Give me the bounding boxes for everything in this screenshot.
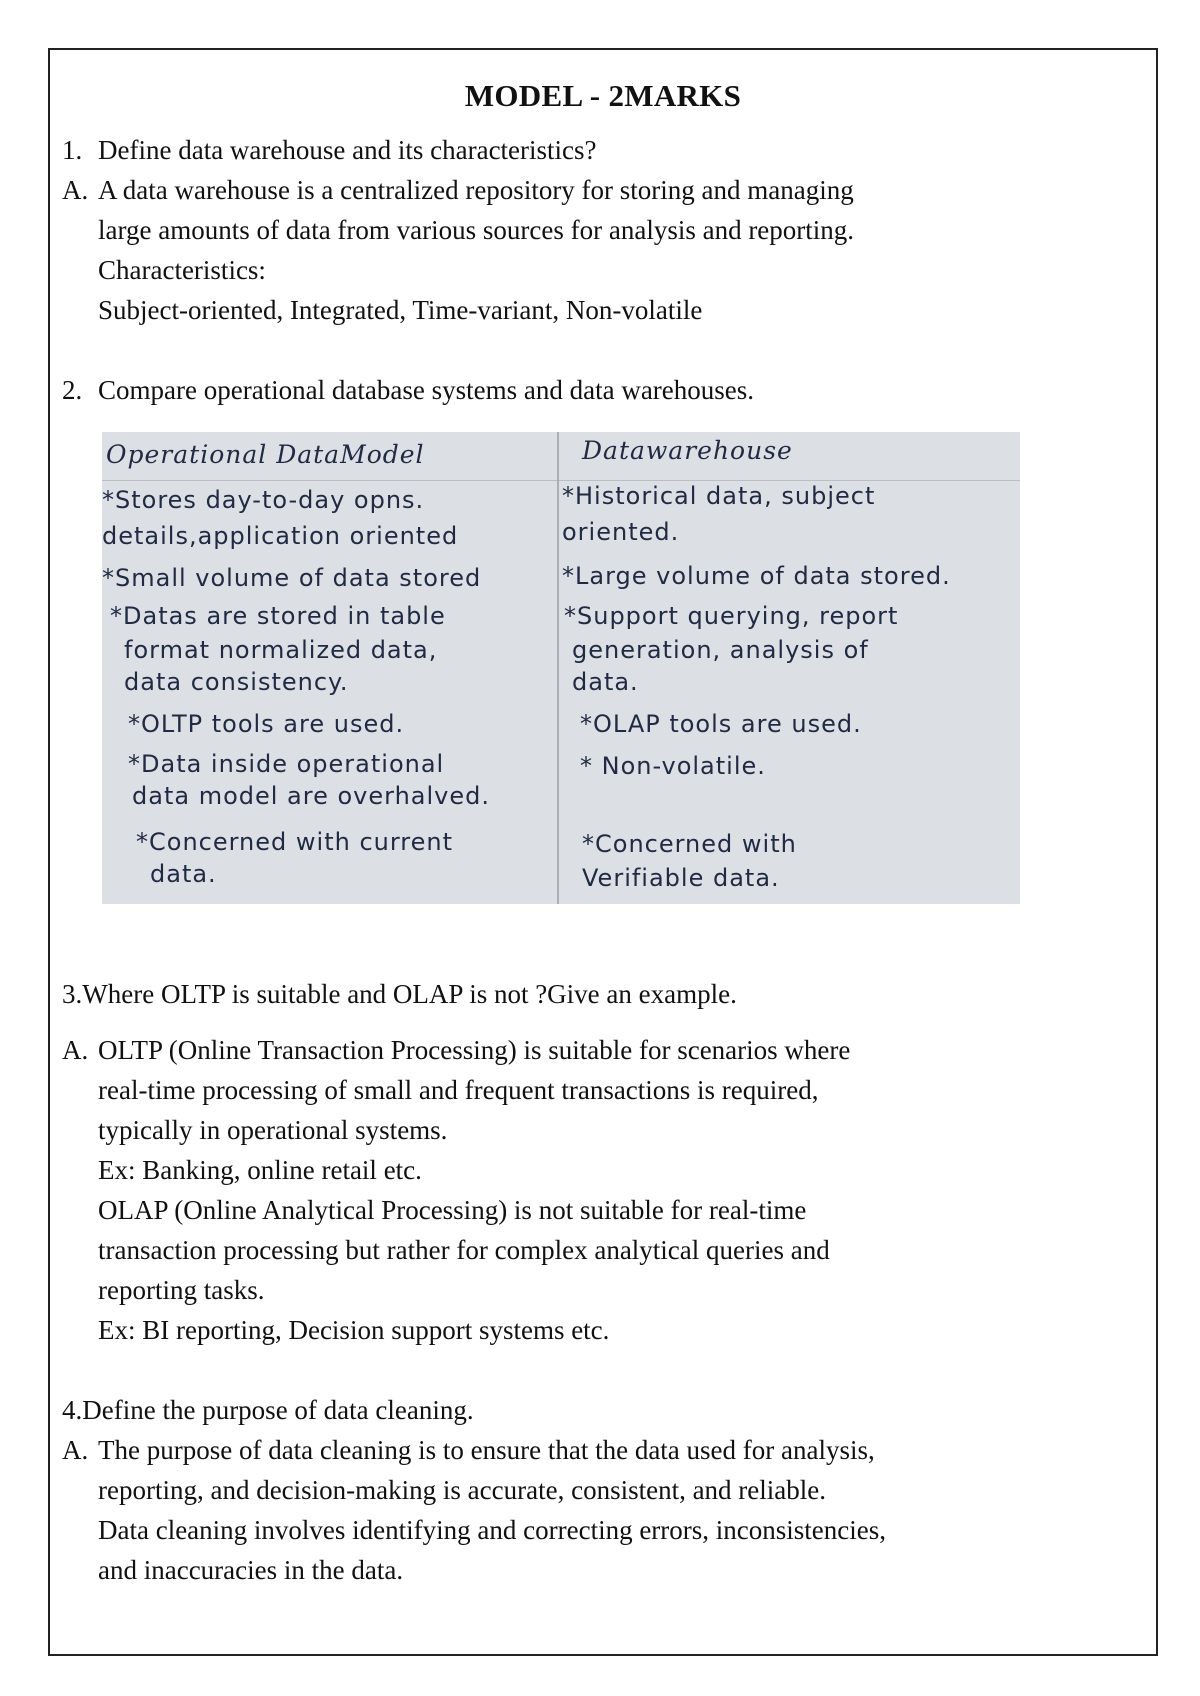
image-left-line: format normalized data, [124,636,438,664]
page-title: MODEL - 2MARKS [464,78,742,113]
image-left-header: Operational DataModel [106,440,425,469]
image-column-divider [557,432,559,904]
q1-question: Define data warehouse and its characteristics? [98,135,597,165]
image-left-line: data consistency. [124,668,349,696]
q3-question: 3.Where OLTP is suitable and OLAP is not ?Give an example. [62,979,737,1009]
image-right-line: *Concerned with [582,830,797,858]
q1-answer-text: Subject-oriented, Integrated, Time-variant, Non-volatile [98,295,703,325]
image-header-divider [102,480,1020,481]
image-right-header: Datawarehouse [582,436,793,465]
q1-answer-text: A data warehouse is a centralized repository for storing and managing [98,175,854,205]
image-right-line: * Non-volatile. [580,752,766,780]
image-right-line: *OLAP tools are used. [580,710,862,738]
q2-question: Compare operational database systems and data warehouses. [98,375,755,405]
image-right-line: generation, analysis of [572,636,869,664]
q3-answer-text: typically in operational systems. [98,1115,448,1145]
q3-answer-text: reporting tasks. [98,1275,265,1305]
q4-answer-text: and inaccuracies in the data. [98,1555,404,1585]
image-left-line: *Small volume of data stored [102,564,482,592]
q1-answer-text: Characteristics: [98,255,266,285]
page-frame [48,48,1158,1656]
handwritten-comparison-image [102,432,1020,904]
q1-answer-text: large amounts of data from various sources for analysis and reporting. [98,215,855,245]
q3-answer-text: transaction processing but rather for complex analytical queries and [98,1235,830,1265]
q4-answer-text: The purpose of data cleaning is to ensure that the data used for analysis, [98,1435,875,1465]
image-left-line: data. [150,860,217,888]
q4-question: 4.Define the purpose of data cleaning. [62,1395,474,1425]
image-left-line: data model are overhalved. [132,782,491,810]
q4-answer-label: A. [62,1435,89,1465]
q3-answer-text: real-time processing of small and frequent transactions is required, [98,1075,819,1105]
image-left-line: *Datas are stored in table [110,602,446,630]
image-left-line: *Concerned with current [136,828,454,856]
image-right-line: Verifiable data. [582,864,780,892]
q3-answer-text: Ex: Banking, online retail etc. [98,1155,422,1185]
image-right-line: data. [572,668,639,696]
image-left-line: *Data inside operational [128,750,445,778]
image-right-line: *Historical data, subject [562,482,876,510]
image-left-line: *Stores day-to-day opns. [102,486,425,514]
image-left-line: *OLTP tools are used. [128,710,405,738]
image-right-line: *Large volume of data stored. [562,562,951,590]
q4-answer-text: Data cleaning involves identifying and correcting errors, inconsistencies, [98,1515,886,1545]
q3-answer-label: A. [62,1035,89,1065]
q4-answer-text: reporting, and decision-making is accurate, consistent, and reliable. [98,1475,826,1505]
image-right-line: oriented. [562,518,680,546]
q2-number: 2. [62,375,83,405]
image-left-line: details,application oriented [102,522,459,550]
q3-answer-text: OLTP (Online Transaction Processing) is suitable for scenarios where [98,1035,851,1065]
q3-answer-text: Ex: BI reporting, Decision support systems etc. [98,1315,610,1345]
image-right-line: *Support querying, report [564,602,899,630]
q1-answer-label: A. [62,175,89,205]
q1-number: 1. [62,135,83,165]
q3-answer-text: OLAP (Online Analytical Processing) is not suitable for real-time [98,1195,807,1225]
